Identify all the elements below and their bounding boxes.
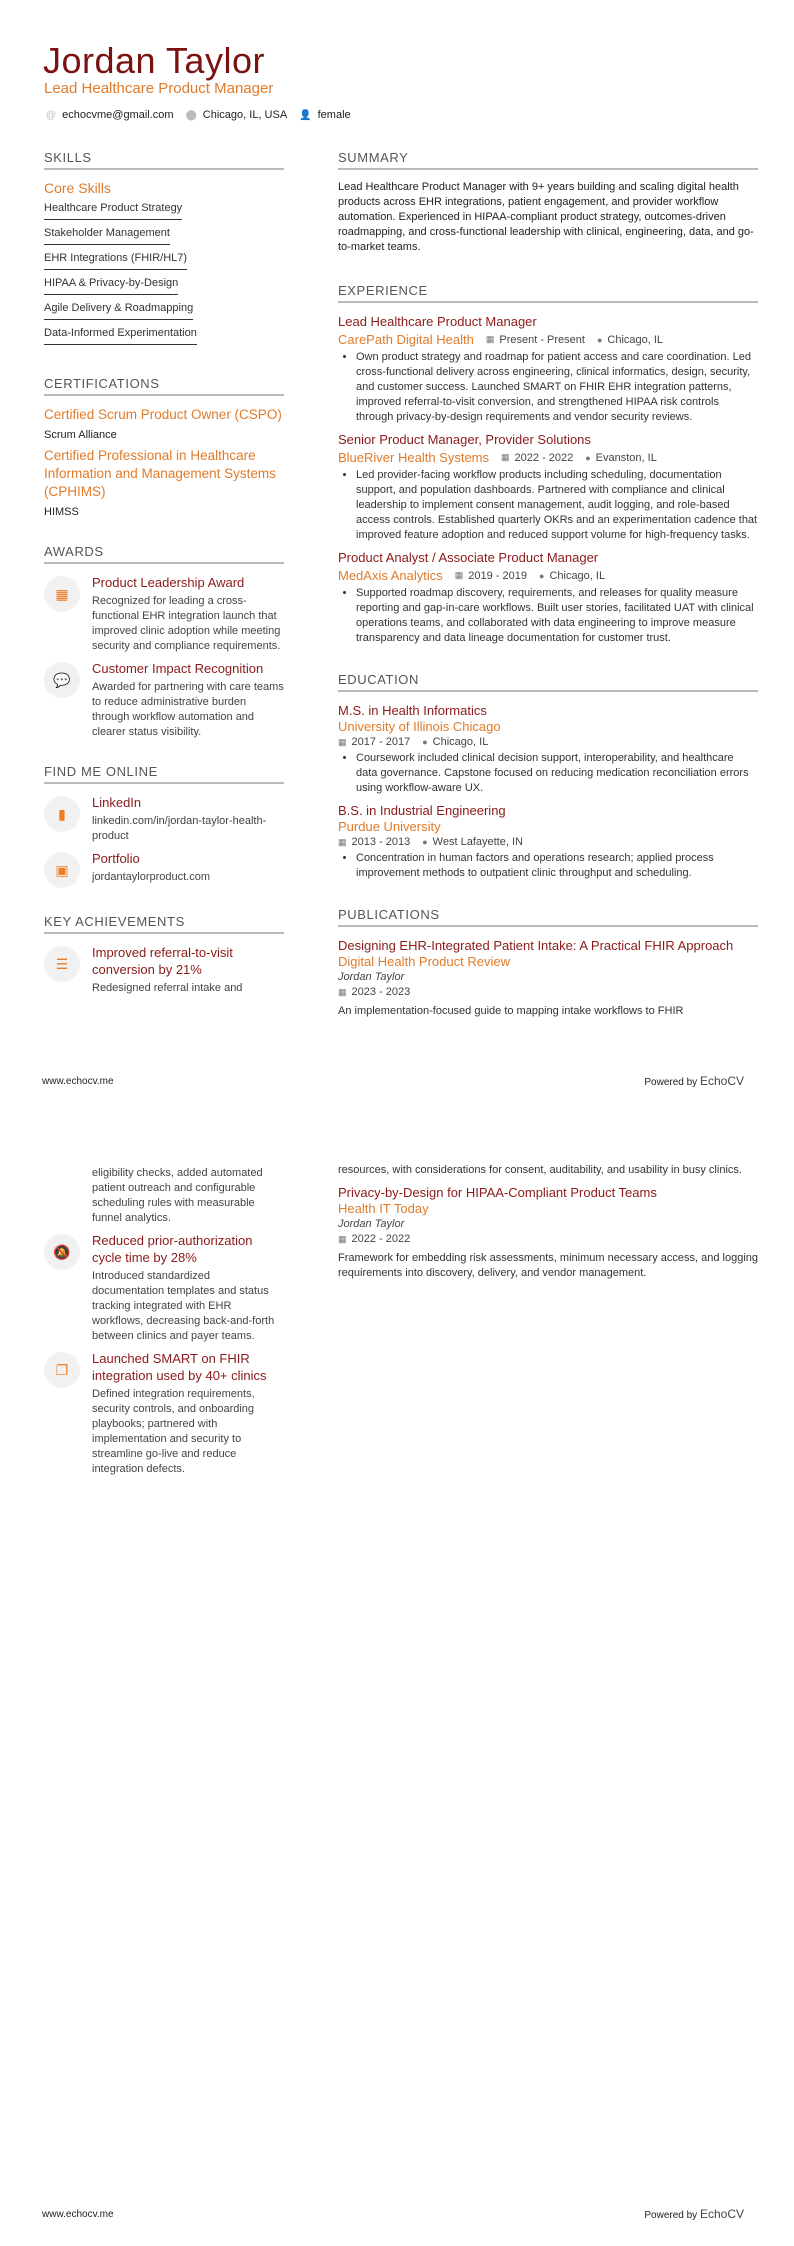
calendar-icon: ▦ [338, 1233, 347, 1244]
publications-heading: PUBLICATIONS [338, 907, 758, 927]
brand: EchoCV [699, 1074, 744, 1088]
calendar-icon: ▦ [338, 736, 347, 747]
pub-title: Privacy-by-Design for HIPAA-Compliant Product Teams [338, 1185, 657, 1200]
pub-desc: Framework for embedding risk assessments, minimum necessary access, and logging requirements into discovery, delivery, and vendor management. [338, 1252, 758, 1279]
awards-heading: AWARDS [44, 544, 284, 564]
location: Chicago, IL, USA [202, 109, 288, 121]
achievement-item [44, 944, 284, 996]
pub-author: Jordan Taylor [338, 971, 405, 983]
summary-heading: SUMMARY [338, 150, 758, 170]
terminal-icon: ▣ [44, 852, 80, 888]
pub-author: Jordan Taylor [338, 1218, 405, 1230]
job-title: Lead Healthcare Product Manager [338, 314, 537, 329]
achievement-desc-continued: eligibility checks, added automated patient outreach and configurable scheduling rules with measurable funnel analytics. [92, 1167, 263, 1224]
award-item [44, 574, 284, 654]
powered-by: Powered by [644, 2210, 698, 2221]
degree: M.S. in Health Informatics [338, 703, 487, 718]
pub-desc: An implementation-focused guide to mapping intake workflows to FHIR [338, 1005, 684, 1017]
online-item[interactable] [44, 850, 284, 888]
skill-item: HIPAA & Privacy-by-Design [44, 275, 178, 295]
pub-publisher: Digital Health Product Review [338, 954, 510, 969]
edu-bullet: • Coursework included clinical decision support, interoperability, and healthcare data governance. Capstone focused on reducing medication reconciliation errors using workflow-aware UX. [356, 751, 758, 796]
map-pin-icon: ● [422, 737, 428, 747]
pub-title: Designing EHR-Integrated Patient Intake: A Practical FHIR Approach [338, 938, 734, 953]
skills-heading: SKILLS [44, 150, 284, 170]
chart-icon: ▮ [44, 796, 80, 832]
degree: B.S. in Industrial Engineering [338, 803, 506, 818]
dates: 2022 - 2022 [351, 1233, 411, 1245]
left-column [44, 1163, 284, 1483]
award-desc: Awarded for partnering with care teams to reduce administrative burden through workflow automation and clearer status visibility. [92, 681, 284, 738]
online-item[interactable] [44, 794, 284, 844]
publication-item [338, 937, 758, 1019]
brand: EchoCV [699, 2207, 744, 2221]
user-icon: 👤 [299, 109, 312, 121]
calendar-icon: ▦ [501, 452, 510, 462]
dates: 2013 - 2013 [351, 836, 411, 848]
powered-by: Powered by [644, 1077, 698, 1088]
certifications-heading: CERTIFICATIONS [44, 376, 284, 396]
skill-item: Data-Informed Experimentation [44, 325, 197, 345]
skills-group: Core Skills [44, 180, 111, 196]
company: MedAxis Analytics [338, 568, 443, 583]
online-title: Portfolio [92, 851, 140, 866]
achievement-title: Launched SMART on FHIR integration used by 40+ clinics [92, 1351, 267, 1383]
education-heading: EDUCATION [338, 672, 758, 692]
achievement-title: Improved referral-to-visit conversion by 21% [92, 945, 233, 977]
job-bullet: • Supported roadmap discovery, requirements, and releases for quality measure reporting and gap-in-care workflows. Built user stories, facilitated UAT with clinical operations teams, and collaborated with data engineering to improve measure transparency and data lineage documentation for customer trust. [356, 586, 758, 646]
pub-publisher: Health IT Today [338, 1201, 429, 1216]
at-icon: @ [46, 109, 57, 121]
copy-icon: ❐ [44, 1352, 80, 1388]
cert-issuer: HIMSS [44, 506, 79, 518]
right-column [338, 150, 758, 1019]
online-title: LinkedIn [92, 795, 142, 810]
resume-page-2 [0, 1123, 794, 2246]
cert-issuer: Scrum Alliance [44, 429, 117, 441]
database-icon: ☰ [44, 946, 80, 982]
skill-item: Healthcare Product Strategy [44, 200, 182, 220]
footer-site[interactable]: www.echocv.me [42, 2209, 114, 2220]
dates: 2019 - 2019 [468, 569, 527, 582]
edu-bullet: • Concentration in human factors and operations research; applied process improvement methods to outpatient clinic throughput and scheduling. [356, 851, 758, 881]
candidate-name: Jordan Taylor [43, 40, 265, 81]
calendar-icon: ▦ [338, 986, 347, 997]
experience-item [338, 549, 758, 646]
achievement-desc: Introduced standardized documentation templates and status tracking integrated with EHR workflows, decreasing back-and-forth between clinics and payer teams. [92, 1270, 275, 1342]
achievement-item [44, 1350, 284, 1477]
map-pin-icon: ● [422, 837, 428, 847]
award-desc: Recognized for leading a cross-functional EHR integration launch that improved clinic adoption while meeting security and compliance requirements. [92, 595, 281, 652]
job-title: Product Analyst / Associate Product Manager [338, 550, 599, 565]
skill-item: Stakeholder Management [44, 225, 170, 245]
achievement-item [44, 1232, 284, 1344]
job-title: Senior Product Manager, Provider Solutions [338, 432, 591, 447]
online-link[interactable]: linkedin.com/in/jordan-taylor-health-product [92, 815, 267, 842]
achievement-desc: Redesigned referral intake and [92, 982, 243, 994]
calendar-icon: ▦ [485, 334, 495, 344]
skill-item: Agile Delivery & Roadmapping [44, 300, 193, 320]
right-column [338, 1163, 758, 1281]
cert-title: Certified Professional in Healthcare Information and Management Systems (CPHIMS) [44, 448, 276, 499]
achievements-heading: KEY ACHIEVEMENTS [44, 914, 284, 934]
job-location: Evanston, IL [595, 451, 657, 464]
job-location: Chicago, IL [549, 569, 606, 582]
calendar-icon: ▦ [44, 576, 80, 612]
company: CarePath Digital Health [338, 332, 474, 347]
dates: 2023 - 2023 [351, 986, 411, 998]
edu-location: West Lafayette, IN [432, 836, 523, 848]
map-pin-icon: ● [596, 334, 603, 345]
dates: Present - Present [499, 333, 585, 346]
chat-icon: 💬 [44, 662, 80, 698]
job-location: Chicago, IL [607, 333, 664, 346]
experience-item [338, 313, 758, 425]
gender: female [317, 109, 351, 121]
online-link[interactable]: jordantaylorproduct.com [92, 871, 211, 883]
education-item [338, 702, 758, 796]
skill-item: EHR Integrations (FHIR/HL7) [44, 250, 187, 270]
award-title: Product Leadership Award [92, 575, 245, 590]
achievement-desc: Defined integration requirements, security controls, and onboarding playbooks; partnered with implementation and security to streamline go-live and reduce integration defects. [92, 1388, 255, 1475]
award-title: Customer Impact Recognition [92, 661, 264, 676]
online-heading: FIND ME ONLINE [44, 764, 284, 784]
left-column [44, 150, 284, 1002]
cert-title: Certified Scrum Product Owner (CSPO) [44, 407, 282, 422]
pub-desc-continued: resources, with considerations for consent, auditability, and usability in busy clinics. [338, 1164, 742, 1176]
candidate-title: Lead Healthcare Product Manager [44, 80, 274, 97]
school: Purdue University [338, 819, 441, 834]
bell-slash-icon: 🔕 [44, 1234, 80, 1270]
footer-powered [644, 1074, 744, 1088]
education-item [338, 802, 758, 881]
calendar-icon: ▦ [338, 836, 347, 847]
dates: 2022 - 2022 [514, 451, 574, 464]
map-pin-icon: ⬤ [185, 109, 197, 121]
experience-item [338, 431, 758, 543]
job-bullet: • Own product strategy and roadmap for patient access and care coordination. Led cross-functional delivery across engineering, clinical informatics, design, security, and customer success. Launched SMART on FHIR EHR integration patterns, improved referral-to-visit conversion, and strengthened HIPAA risk controls through privacy-by-design requirements and vendor security reviews. [356, 350, 758, 425]
email[interactable]: echocvme@gmail.com [62, 109, 174, 121]
footer-site[interactable]: www.echocv.me [42, 1076, 114, 1087]
job-bullet: • Led provider-facing workflow products including scheduling, documentation support, and population dashboards. Partnered with compliance and clinical leadership to implement consent management, audit logging, and role-based access controls. Established quarterly OKRs and an experimentation cadence that improved feature adoption and reduced support volume for high-frequency tasks. [356, 468, 758, 543]
dates: 2017 - 2017 [351, 736, 411, 748]
edu-location: Chicago, IL [432, 736, 489, 748]
award-item [44, 660, 284, 740]
map-pin-icon: ● [539, 570, 545, 581]
school: University of Illinois Chicago [338, 719, 501, 734]
publication-item [338, 1184, 758, 1281]
achievement-title: Reduced prior-authorization cycle time by 28% [92, 1233, 253, 1265]
company: BlueRiver Health Systems [338, 450, 489, 465]
contact-bar [46, 109, 351, 121]
experience-heading: EXPERIENCE [338, 283, 758, 303]
summary-text: Lead Healthcare Product Manager with 9+ years building and scaling digital health products across EHR integrations, patient engagement, and provider workflow automation. Experienced in HIPAA-compliant product strategy, outcomes-driven roadmapping, and cross-functional leadership with clinical, engineering, data, and go-to-market teams. [338, 181, 754, 253]
calendar-icon: ▦ [454, 570, 464, 580]
map-pin-icon: ● [585, 452, 591, 463]
footer-powered [644, 2207, 744, 2221]
